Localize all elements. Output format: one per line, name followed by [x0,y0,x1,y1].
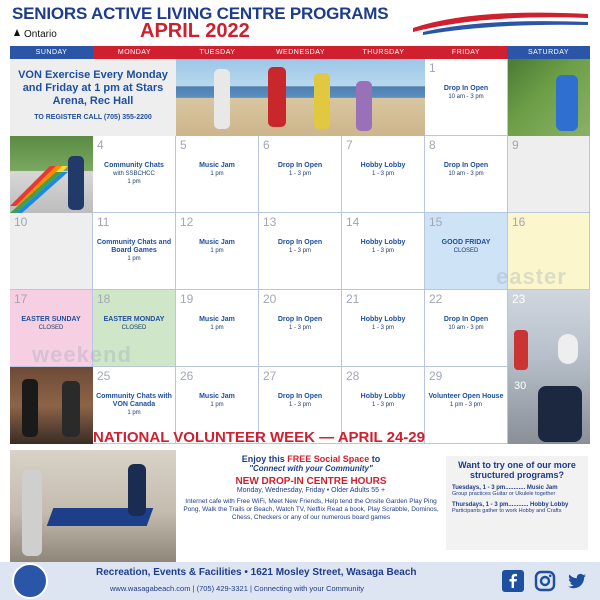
easter-watermark: easter [496,264,567,289]
social-space-description: Internet cafe with Free WiFi, Meet New Friends, Help tend the Onsite Garden Play Ping Pong, Walk the Trails or Beach, Watch TV, Netflix Read a book, Play Scrabble, Dominos, Chess, Checkers or any of our numerous board games [183,498,439,521]
day-tuesday: TUESDAY [176,46,259,59]
calendar-cell: 10 [10,213,93,290]
calendar-cell: 28 Hobby Lobby 1 - 3 pm [342,367,425,444]
calendar-cell: 12 Music Jam 1 pm [176,213,259,290]
day-thursday: THURSDAY [342,46,425,59]
calendar-cell: 1 Drop In Open 10 am - 3 pm [425,59,508,136]
flag-swoosh-icon [413,6,588,36]
facebook-icon[interactable] [502,570,524,592]
calendar-cell: 6 Drop In Open 1 - 3 pm [259,136,342,213]
footer-contact[interactable]: www.wasagabeach.com | (705) 429-3321 | Connecting with your Community [110,584,365,593]
page-title: SENIORS ACTIVE LIVING CENTRE PROGRAMS [12,4,389,23]
month-title: APRIL 2022 [140,20,250,42]
calendar-cell-good-friday: 15 GOOD FRIDAY CLOSED [425,213,508,290]
calendar-cell: 26 Music Jam 1 pm [176,367,259,444]
von-register: TO REGISTER CALL (705) 355-2200 [34,114,152,121]
structured-programs-box: Want to try one of our more structured programs? Tuesdays, 1 - 3 pm............ Music Jam Group practices Guitar or Ukulele together Thursdays, 1 - 3 pm............ Hobby Lobby Participants gather to work Hobby and Crafts [446,456,588,550]
twitter-icon[interactable] [566,570,588,592]
calendar-cell: 14 Hobby Lobby 1 - 3 pm [342,213,425,290]
drop-in-hours-title: NEW DROP-IN CENTRE HOURS [235,476,387,487]
day-friday: FRIDAY [425,46,507,59]
calendar-cell: 9 [508,136,590,213]
photo-rainbow-crosswalk [10,136,93,213]
footer [0,562,600,600]
bottom-section [10,450,590,562]
calendar-cell: 19 Music Jam 1 pm [176,290,259,367]
calendar-cell: 20 Drop In Open 1 - 3 pm [259,290,342,367]
header [0,0,600,46]
trillium-icon [12,28,22,38]
calendar-cell: 29 Volunteer Open House 1 pm - 3 pm [425,367,508,444]
von-exercise-box [10,59,176,136]
calendar-cell: 22 Drop In Open 10 am - 3 pm [425,290,508,367]
instagram-icon[interactable] [534,570,556,592]
day-sunday: SUNDAY [10,46,93,59]
photo-ping-pong [10,450,176,562]
structured-programs-title: Want to try one of our more structured programs? [458,460,576,480]
calendar-cell: 16 [508,213,590,290]
calendar-grid [10,59,590,447]
social-space-tagline: "Connect with your Community" [249,464,373,473]
calendar-cell: 7 Hobby Lobby 1 - 3 pm [342,136,425,213]
footer-address: Recreation, Events & Facilities • 1621 Mosley Street, Wasaga Beach [96,567,417,578]
photo-exercise-class: 23 30 [508,290,590,444]
calendar-cell-easter-sunday: 17 EASTER SUNDAY CLOSED [10,290,93,367]
von-headline: VON Exercise Every Monday and Friday at 1 pm at Stars Arena, Rec Hall [18,69,168,107]
rainbow-crosswalk-icon [10,166,70,213]
drop-in-hours: Monday, Wednesday, Friday • Older Adults 55 + [236,487,386,494]
volunteer-week-banner: NATIONAL VOLUNTEER WEEK — APRIL 24-29 [93,429,425,446]
social-space-section: Enjoy this FREE Social Space to "Connect with your Community" NEW DROP-IN CENTRE HOURS Monday, Wednesday, Friday • Older Adults 55 + Internet cafe with Free WiFi, Meet New Friends, Help tend the Onsite Garden Play Ping Pong, Walk the Trails or Beach, Watch TV, Netflix Read a book, Play Scrabble, Dominos, Chess, Checkers or any of our numerous board games [180,450,442,522]
ontario-logo: Ontario [12,28,57,40]
calendar-cell: 4 Community Chats with SSBCHCC 1 pm [93,136,176,213]
weekday-header [10,46,590,59]
day-wednesday: WEDNESDAY [259,46,342,59]
calendar-cell: 8 Drop In Open 10 am - 3 pm [425,136,508,213]
calendar-cell: 21 Hobby Lobby 1 - 3 pm [342,290,425,367]
calendar-cell: 13 Drop In Open 1 - 3 pm [259,213,342,290]
calendar-cell: 5 Music Jam 1 pm [176,136,259,213]
photo-walkers-beach [176,59,425,136]
town-seal-icon [12,563,48,599]
calendar-cell: 11 Community Chats and Board Games 1 pm [93,213,176,290]
day-saturday: SATURDAY [507,46,590,59]
calendar-cell: 27 Drop In Open 1 - 3 pm [259,367,342,444]
calendar-cell: 25 Community Chats with VON Canada 1 pm [93,367,176,444]
day-monday: MONDAY [93,46,176,59]
weekend-watermark: weekend [32,342,132,367]
photo-garden [508,59,590,136]
day-30-label: 30 [514,380,527,392]
calendar-cell-easter-monday: 18 EASTER MONDAY CLOSED [93,290,176,367]
